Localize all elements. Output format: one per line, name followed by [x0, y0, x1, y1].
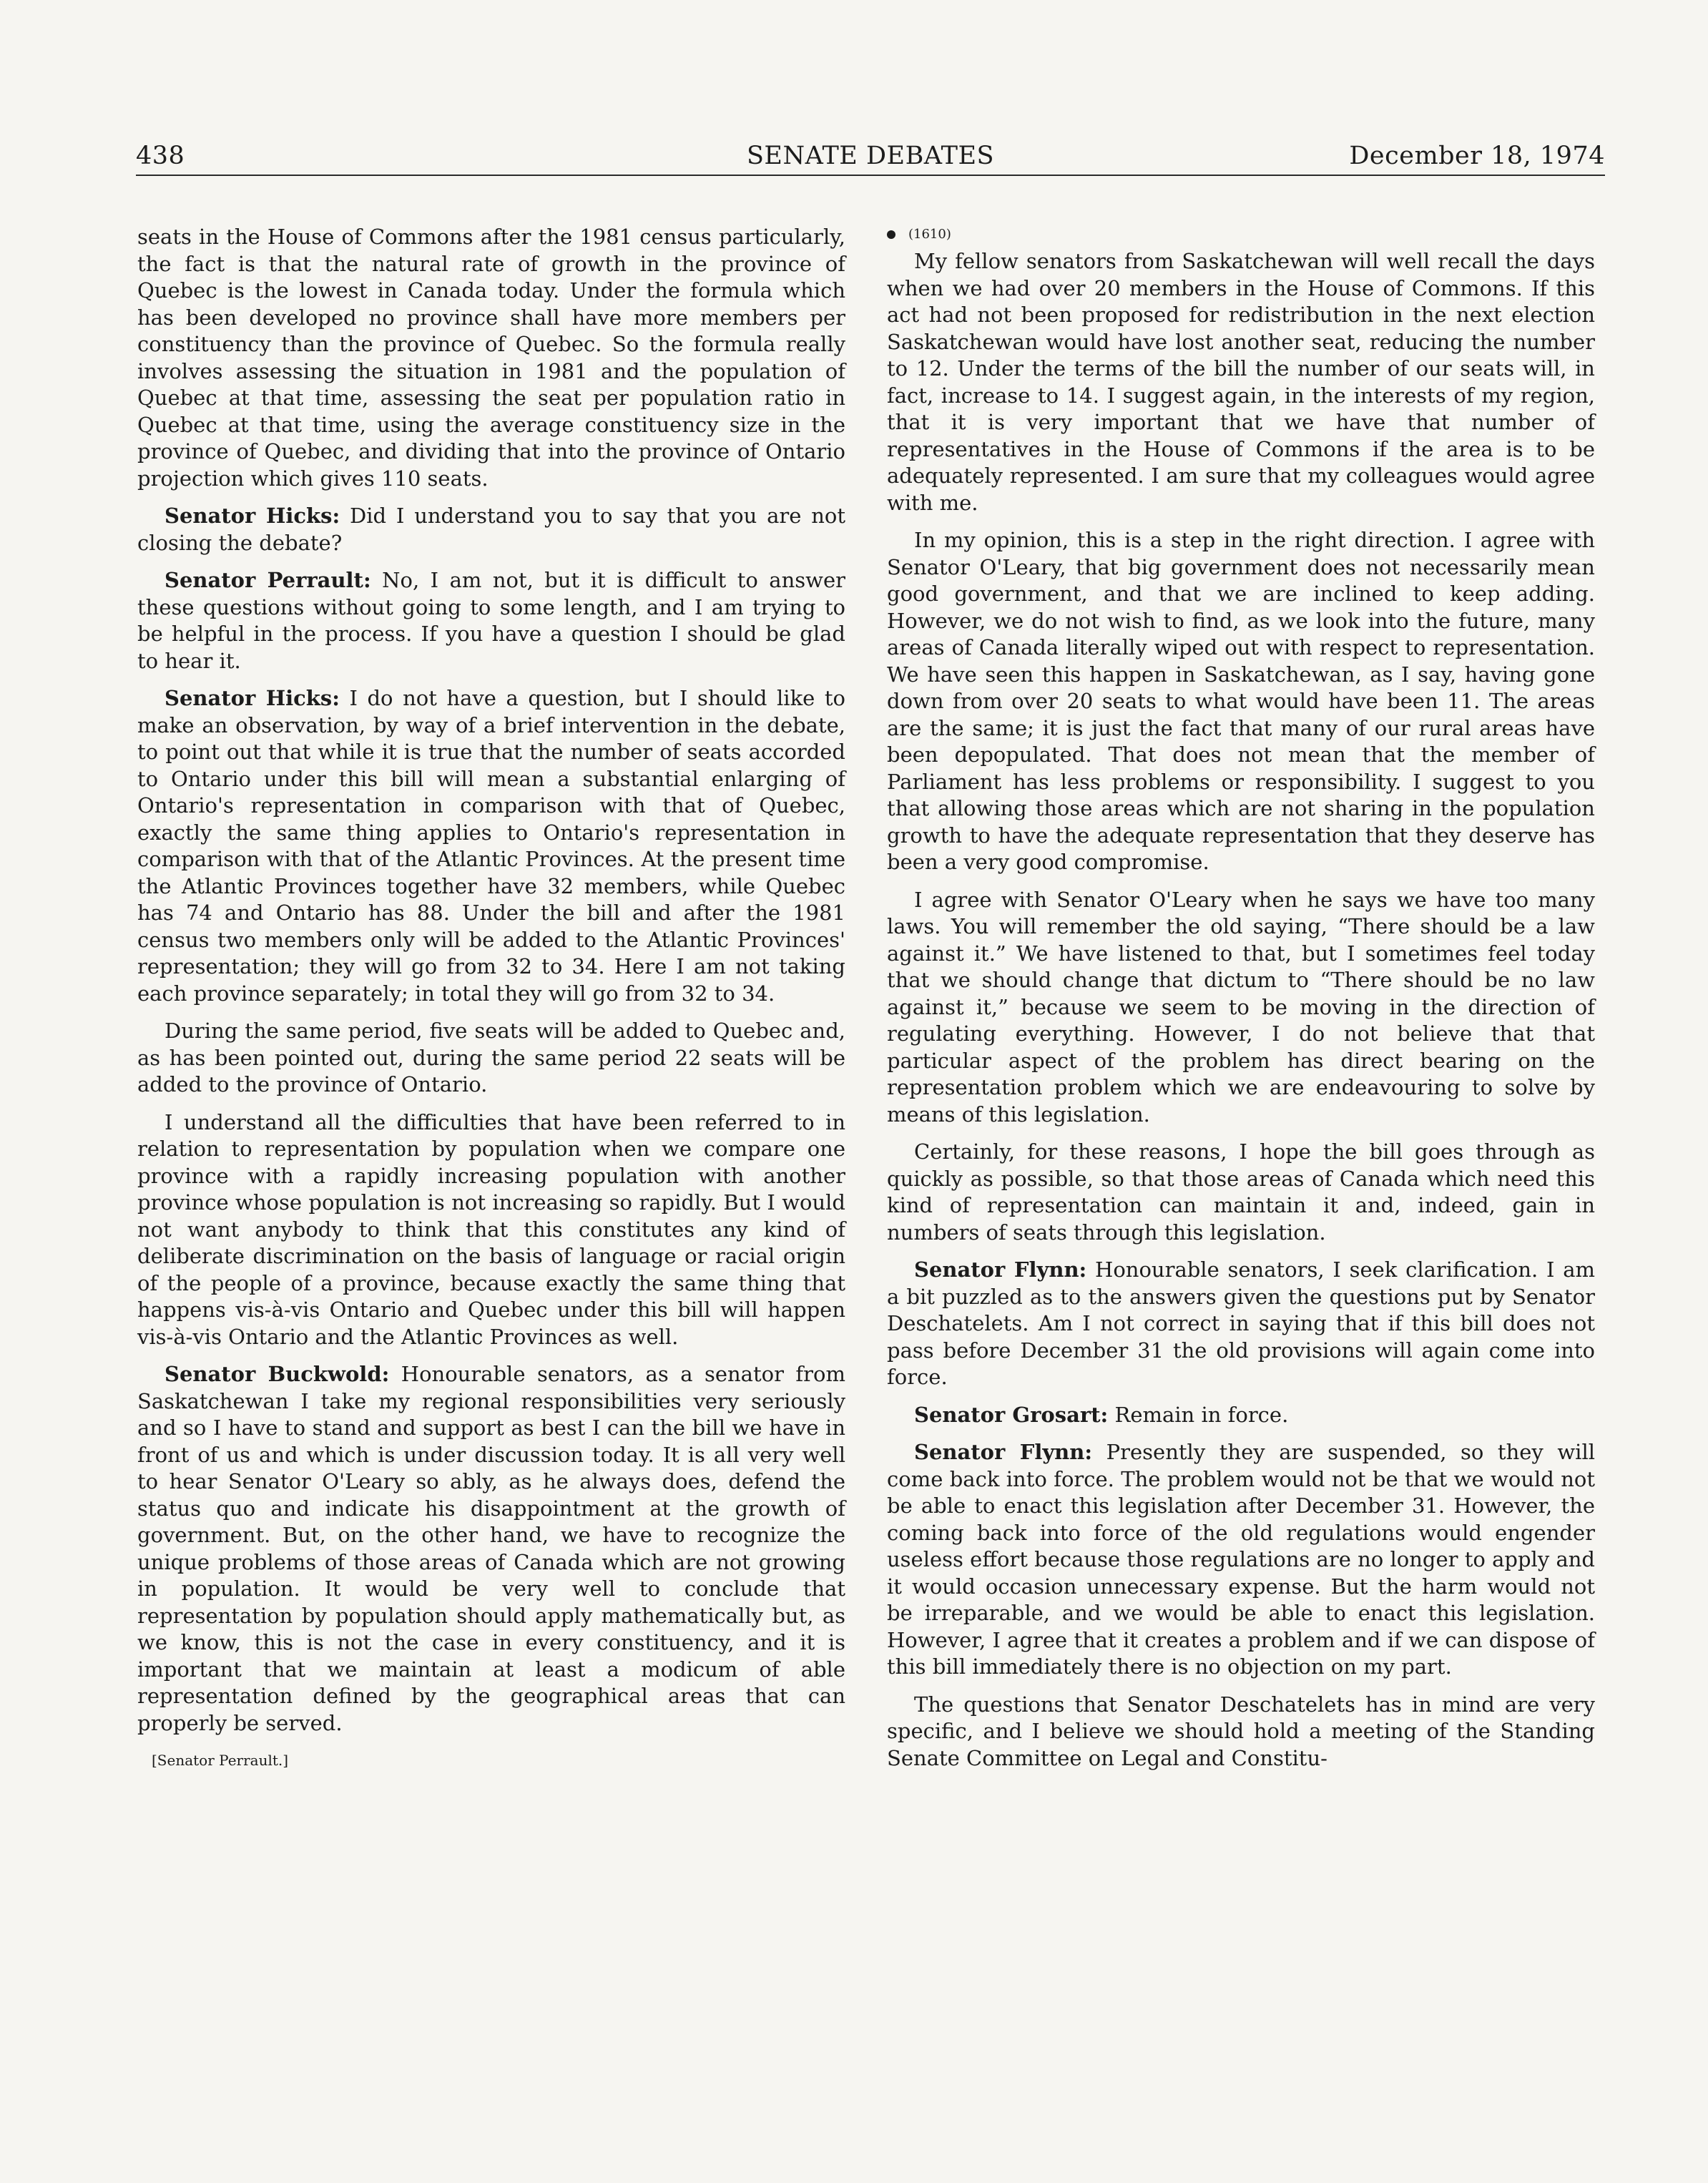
left-column — [137, 224, 845, 1771]
paragraph-text: Did I understand you to say that you are not closing the debate? — [137, 504, 846, 555]
page-header — [136, 140, 1605, 176]
running-title: SENATE DEBATES — [746, 142, 995, 170]
bullet-icon — [887, 230, 895, 239]
paragraph-text: During the same period, five seats will be added to Quebec and, as has been pointed out, during the same period 22 seats will be added to the province of Ontario. — [137, 1019, 845, 1097]
paragraph-text: Certainly, for these reasons, I hope the bill goes through as quickly as possible, so that those areas of Canada which need this kind of representation can maintain it and, indeed, gain in numbers of seats through this legislation. — [887, 1139, 1595, 1245]
speaker-name: Senator Hicks: — [165, 686, 340, 710]
speaker-name: Senator Buckwold: — [165, 1362, 390, 1386]
speaker-attribution: [Senator Perrault.] — [152, 1752, 289, 1769]
paragraph-text: Honourable senators, as a senator from Saskatchewan I take my regional responsibilities very seriously and so I have to stand and support as best I can the bill we have in front of us and which is under discussion today. It is all very well to hear Senator O'Leary so ably, as he always does, defend the status quo and indicate his disappointment at the growth of government. But, on the other hand, we have to recognize the unique problems of those areas of Canada which are not growing in population. It would be very well to conclude that representation by population should apply mathematically but, as we know, this is not the case in every constituency, and it is important that we maintain at least a modicum of able representation defined by the geographical areas that can properly be served. — [137, 1362, 845, 1735]
paragraph — [887, 1692, 1595, 1772]
paragraph — [137, 1018, 845, 1099]
speaker-name: Senator Flynn: — [914, 1257, 1087, 1282]
paragraph-text: No, I am not, but it is difficult to answer these questions without going to some length, and I am trying to be helpful in the process. If you have a question I should be glad to hear it. — [137, 568, 845, 673]
paragraph-text: The questions that Senator Deschatelets has in mind are very specific, and I believe we should hold a meeting of the Standing Senate Committee on Legal and Constitu- — [887, 1692, 1595, 1770]
paragraph — [887, 887, 1595, 1129]
speaker-name: Senator Perrault: — [165, 568, 371, 592]
paragraph — [887, 1402, 1595, 1429]
paragraph — [137, 503, 845, 556]
time-marker — [887, 224, 1595, 245]
paragraph — [887, 248, 1595, 516]
paragraph — [887, 527, 1595, 876]
paragraph-text: Presently they are suspended, so they will come back into force. The problem would not be that we would not be able to enact this legislation after December 31. However, the coming back into force of the old regulations would engender useless effort because those regulations are no longer to apply and it would occasion unnecessary expense. But the harm would not be irreparable, and we would be able to enact this legislation. However, I agree that it creates a problem and if we can dispose of this bill immediately there is no objection on my part. — [887, 1440, 1596, 1679]
right-column — [887, 224, 1595, 1782]
paragraph — [887, 1257, 1595, 1391]
speaker-name: Senator Flynn: — [914, 1440, 1093, 1464]
paragraph — [887, 1139, 1595, 1246]
time-marker-text: (1610) — [908, 227, 951, 242]
paragraph — [137, 224, 845, 492]
paragraph — [137, 1109, 845, 1351]
paragraph — [137, 685, 845, 1007]
paragraph — [887, 1439, 1595, 1681]
page-number: 438 — [136, 142, 185, 170]
header-date: December 18, 1974 — [1349, 142, 1605, 170]
paragraph-text: I do not have a question, but I should like to make an observation, by way of a brief intervention in the debate, to point out that while it is true that the number of seats accorded to Ontario under this bill will mean a substantial enlarging of Ontario's representation in comparison with that of Quebec, exactly the same thing applies to Ontario's representation in comparison with that of the Atlantic Provinces. At the present time the Atlantic Provinces together have 32 members, while Quebec has 74 and Ontario has 88. Under the bill and after the 1981 census two members only will be added to the Atlantic Provinces' representation; they will go from 32 to 34. Here I am not taking each province separately; in total they will go from 32 to 34. — [137, 686, 845, 1006]
speaker-name: Senator Hicks: — [165, 504, 340, 528]
paragraph-text: seats in the House of Commons after the 1981 census particularly, the fact is that the natural rate of growth in the province of Quebec is the lowest in Canada today. Under the formula which has been developed no province shall have more members per constituency than the province of Quebec. So the formula really involves assessing the situation in 1981 and the population of Quebec at that time, assessing the seat per population ratio in Quebec at that time, using the average constituency size in the province of Quebec, and dividing that into the province of Ontario projection which gives 110 seats. — [137, 225, 845, 491]
paragraph-text: My fellow senators from Saskatchewan will well recall the days when we had over 20 members in the House of Commons. If this act had not been proposed for redistribution in the next election Saskatchewan would have lost another seat, reducing the number to 12. Under the terms of the bill the number of our seats will, in fact, increase to 14. I suggest again, in the interests of my region, that it is very important that we have that number of representatives in the House of Commons if the area is to be adequately represented. I am sure that my colleagues would agree with me. — [887, 249, 1595, 515]
paragraph-text: I understand all the difficulties that have been referred to in relation to representation by population when we compare one province with a rapidly increasing population with another province whose population is not increasing so rapidly. But I would not want anybody to think that this constitutes any kind of deliberate discrimination on the basis of language or racial origin of the people of a province, because exactly the same thing that happens vis-à-vis Ontario and Quebec under this bill will happen vis-à-vis Ontario and the Atlantic Provinces as well. — [137, 1109, 845, 1349]
paragraph-text: I agree with Senator O'Leary when he says we have too many laws. You will remember the old saying, “There should be a law against it.” We have listened to that, but I sometimes feel today that we should change that dictum to “There should be no law against it,” because we seem to be moving in the direction of regulating everything. However, I do not believe that that particular aspect of the problem has direct bearing on the representation problem which we are endeavouring to solve by means of this legislation. — [887, 887, 1595, 1127]
paragraph — [137, 567, 845, 674]
speaker-name: Senator Grosart: — [914, 1402, 1109, 1427]
paragraph — [137, 1361, 845, 1737]
paragraph-text: In my opinion, this is a step in the right direction. I agree with Senator O'Leary, that big government does not necessarily mean good government, and that we are inclined to keep adding. However, we do not wish to find, as we look into the future, many areas of Canada literally wiped out with respect to representation. We have seen this happen in Saskatchewan, as I say, having gone down from over 20 seats to what would have been 11. The areas are the same; it is just the fact that many of our rural areas have been depopulated. That does not mean that the member of Parliament has less problems or responsibility. I suggest to you that allowing those areas which are not sharing in the population growth to have the adequate representation that they deserve has been a very good compromise. — [887, 528, 1595, 874]
paragraph-text: Honourable senators, I seek clarification. I am a bit puzzled as to the answers given the questions put by Senator Deschatelets. Am I not correct in saying that if this bill does not pass before December 31 the old provisions will again come into force. — [887, 1257, 1595, 1389]
paragraph-text: Remain in force. — [1114, 1402, 1289, 1427]
